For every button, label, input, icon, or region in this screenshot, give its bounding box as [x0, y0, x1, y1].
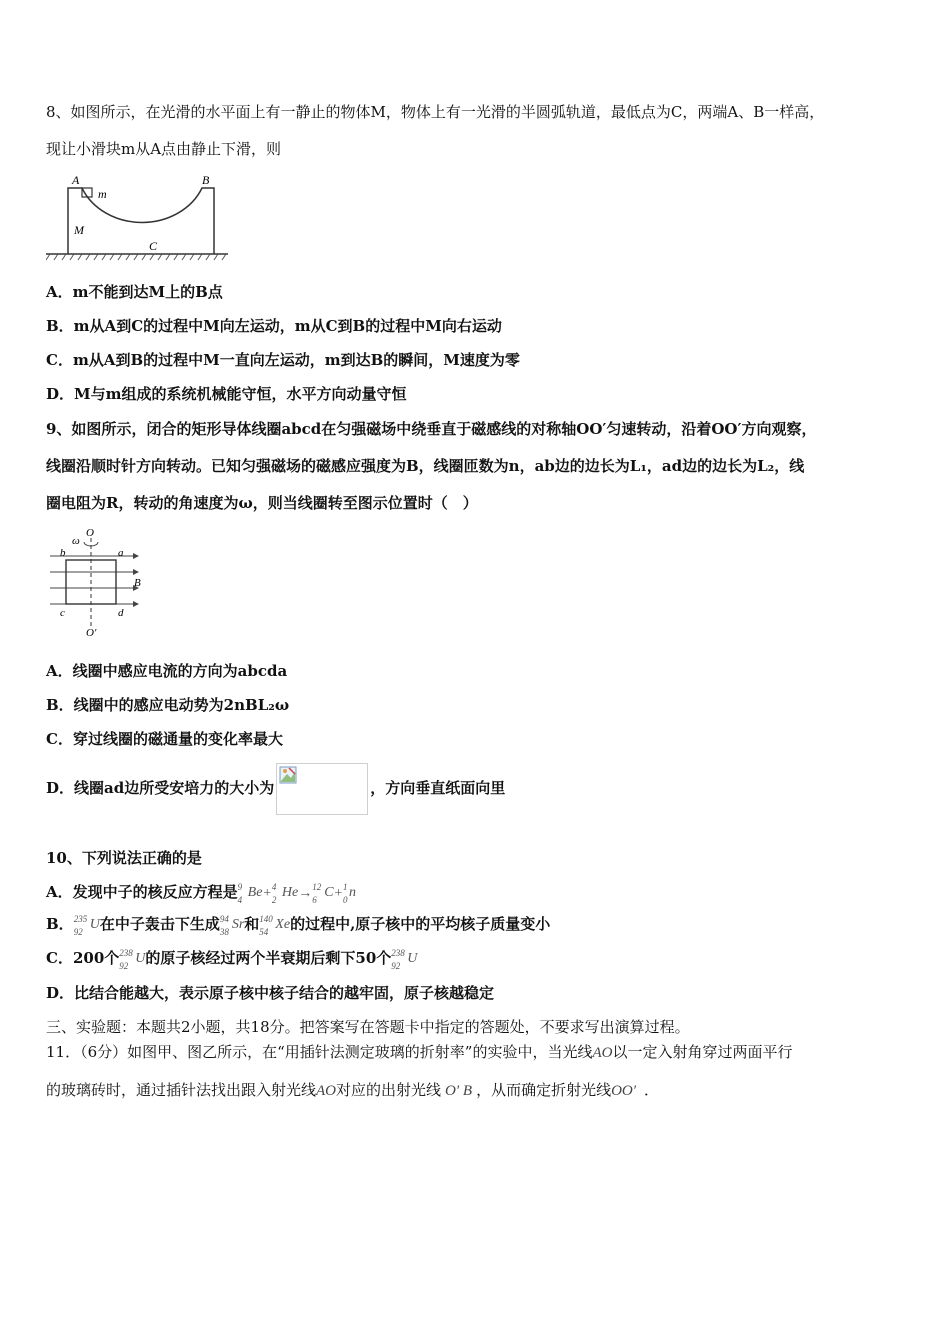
q10-option-a-text: A．发现中子的核反应方程是	[46, 883, 238, 901]
q8-option-c: C．m从A到B的过程中M一直向左运动，m到达B的瞬间，M速度为零	[46, 351, 520, 369]
q11-ray-ao: AO	[592, 1045, 613, 1061]
q10-option-b: B． 235 92 U在中子轰击下生成 94 38 Sr和 140 54 Xe的过程中,原子核中的平均核子质量变小	[46, 914, 551, 937]
nuclide-u238: 238 92 U	[119, 948, 146, 971]
q8-option-b: B．m从A到C的过程中M向左运动，m从C到B的过程中M向右运动	[46, 317, 502, 335]
q8-option-d: D．M与m组成的系统机械能守恒，水平方向动量守恒	[46, 385, 407, 403]
q9-label-omega: ω	[72, 535, 80, 547]
q11-line2: 的玻璃砖时，通过插针法找出跟入射光线AO对应的出射光线 O′ B ，从而确定折射光线OO′ ．	[46, 1081, 660, 1099]
q8-stem-line2: 现让小滑块m从A点由静止下滑，则	[46, 140, 282, 158]
q9-stem-line3: 圈电阻为R，转动的角速度为ω，则当线圈转至图示位置时（ ）	[46, 494, 478, 512]
nuclide-he: 4 2 He	[271, 882, 299, 905]
q10-option-c: C．200个 238 92 U的原子核经过两个半衰期后剩下50个 238 92 U	[46, 948, 418, 971]
q9-label-b: b	[60, 547, 66, 559]
q10-stem: 10、下列说法正确的是	[46, 849, 202, 867]
q9-label-O-prime: O′	[86, 627, 97, 638]
q9-option-d-suffix: ，方向垂直纸面向里	[370, 779, 506, 797]
broken-image-placeholder	[276, 763, 368, 815]
nuclide-be: 9 4 Be	[237, 882, 263, 905]
nuclide-n: 1 0 n	[342, 882, 356, 905]
q8-label-M: M	[74, 223, 84, 237]
q9-label-d: d	[118, 607, 124, 619]
q9-label-c: c	[60, 607, 65, 619]
q9-option-d-prefix: D．线圈ad边所受安培力的大小为	[46, 779, 275, 797]
q8-stem-line1: 8、如图所示，在光滑的水平面上有一静止的物体M，物体上有一光滑的半圆弧轨道，最低点为C，两端A、B一样高，	[46, 103, 825, 121]
nuclide-u235: 235 92 U	[73, 914, 100, 937]
q11-ray-ob: O′ B	[445, 1083, 473, 1099]
broken-image-icon	[279, 766, 297, 784]
section3-heading: 三、实验题：本题共2小题，共18分。把答案写在答题卡中指定的答题处，不要求写出演算过程。	[46, 1018, 690, 1036]
q9-label-O: O	[86, 527, 94, 539]
nuclide-xe: 140 54 Xe	[259, 914, 291, 937]
q8-label-m: m	[98, 187, 107, 201]
q11-line1: 11．（6分）如图甲、图乙所示，在“用插针法测定玻璃的折射率”的实验中，当光线AO以一定入射角穿过两面平行	[46, 1043, 793, 1061]
q9-figure	[46, 526, 156, 638]
q8-figure	[46, 168, 236, 264]
q9-option-d	[46, 762, 505, 815]
q9-label-a: a	[118, 547, 124, 559]
q10-option-d: D．比结合能越大，表示原子核中核子结合的越牢固，原子核越稳定	[46, 984, 495, 1002]
q9-option-c: C．穿过线圈的磁通量的变化率最大	[46, 730, 283, 748]
q8-option-a: A．m不能到达M上的B点	[46, 283, 223, 301]
nuclide-c: 12 6 C	[312, 882, 334, 905]
q11-ray-ao-2: AO	[316, 1083, 337, 1099]
q9-option-a: A．线圈中感应电流的方向为abcda	[46, 662, 288, 680]
q9-stem-line2: 线圈沿顺时针方向转动。已知匀强磁场的磁感应强度为B，线圈匝数为n，ab边的边长为L₁，ad边的边长为L₂，线	[46, 457, 805, 475]
nuclide-u238-2: 238 92 U	[391, 948, 418, 971]
q8-label-C: C	[149, 239, 158, 253]
nuclide-sr: 94 38 Sr	[219, 914, 245, 937]
q8-label-A: A	[72, 173, 80, 187]
q9-option-b: B．线圈中的感应电动势为2nBL₂ω	[46, 696, 290, 714]
q8-label-B: B	[202, 173, 210, 187]
q11-ray-oo: OO′	[611, 1083, 637, 1099]
q10-option-a: A．发现中子的核反应方程是 9 4 Be+ 4 2 He→ 12 6 C+ 1 0 n	[46, 882, 356, 905]
q9-label-B: B	[134, 577, 141, 589]
q9-stem-line1: 9、如图所示，闭合的矩形导体线圈abcd在匀强磁场中绕垂直于磁感线的对称轴OO′匀速转动，沿着OO′方向观察，	[46, 420, 817, 438]
